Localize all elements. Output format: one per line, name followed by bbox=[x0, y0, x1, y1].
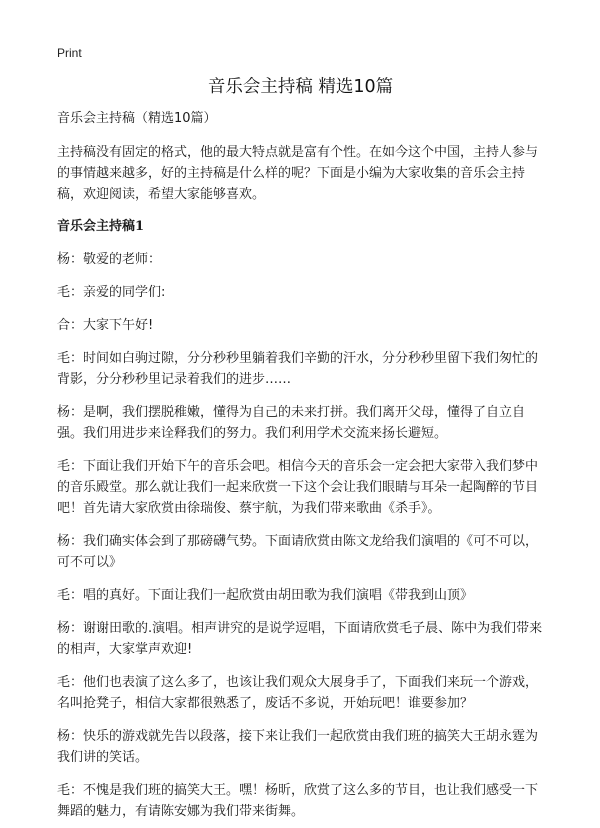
script-line: 毛：下面让我们开始下午的音乐会吧。相信今天的音乐会一定会把大家带入我们梦中的音乐殿堂。那么就让我们一起来欣赏一下这个会让我们眼睛与耳朵一起陶醉的节目吧！首先请大家欣赏由徐瑞俊、蔡宇航，为我们带来歌曲《杀手》。 bbox=[57, 459, 539, 516]
script-line: 合：大家下午好! bbox=[57, 318, 154, 333]
script-lines bbox=[57, 249, 544, 822]
document-title: 音乐会主持稿 精选10篇 bbox=[207, 77, 394, 97]
section-heading: 音乐会主持稿1 bbox=[57, 219, 145, 234]
script-line: 毛：时间如白驹过隙，分分秒秒里躺着我们辛勤的汗水，分分秒秒里留下我们匆忙的背影，分分秒秒里记录着我们的进步…… bbox=[57, 351, 539, 387]
intro-paragraph: 主持稿没有固定的格式，他的最大特点就是富有个性。在如今这个中国，主持人参与的事情越来越多，好的主持稿是什么样的呢？下面是小编为大家收集的音乐会主持稿，欢迎阅读，希望大家能够喜欢。 bbox=[57, 145, 539, 202]
script-line: 杨：谢谢田歌的.演唱。相声讲究的是说学逗唱，下面请欣赏毛子晨、陈中为我们带来的相声，大家掌声欢迎! bbox=[57, 621, 543, 657]
script-line: 杨：快乐的游戏就先告以段落，接下来让我们一起欣赏由我们班的搞笑大王胡永霆为我们讲的笑话。 bbox=[57, 729, 539, 765]
script-line: 毛：他们也表演了这么多了，也该让我们观众大展身手了，下面我们来玩一个游戏，名叫抢凳子，相信大家都很熟悉了，废话不多说，开始玩吧！谁要参加？ bbox=[57, 675, 539, 711]
print-label: Print bbox=[57, 46, 82, 60]
script-line: 毛：不愧是我们班的搞笑大王。嘿！杨昕，欣赏了这么多的节目，也让我们感受一下舞蹈的魅力，有请陈安娜为我们带来街舞。 bbox=[57, 783, 539, 819]
script-line: 杨：敬爱的老师： bbox=[57, 252, 162, 267]
script-line: 毛：唱的真好。下面让我们一起欣赏由胡田歌为我们演唱《带我到山顶》 bbox=[57, 588, 474, 603]
script-line: 杨：我们确实体会到了那磅礴气势。下面请欣赏由陈文龙给我们演唱的《可不可以，可不可以》 bbox=[57, 534, 539, 570]
script-line: 毛：亲爱的同学们: bbox=[57, 285, 166, 300]
document-subtitle: 音乐会主持稿（精选10篇） bbox=[57, 111, 217, 126]
script-line: 杨：是啊，我们摆脱稚嫩，懂得为自己的未来打拼。我们离开父母，懂得了自立自强。我们用进步来诠释我们的努力。我们利用学术交流来扬长避短。 bbox=[57, 405, 526, 441]
